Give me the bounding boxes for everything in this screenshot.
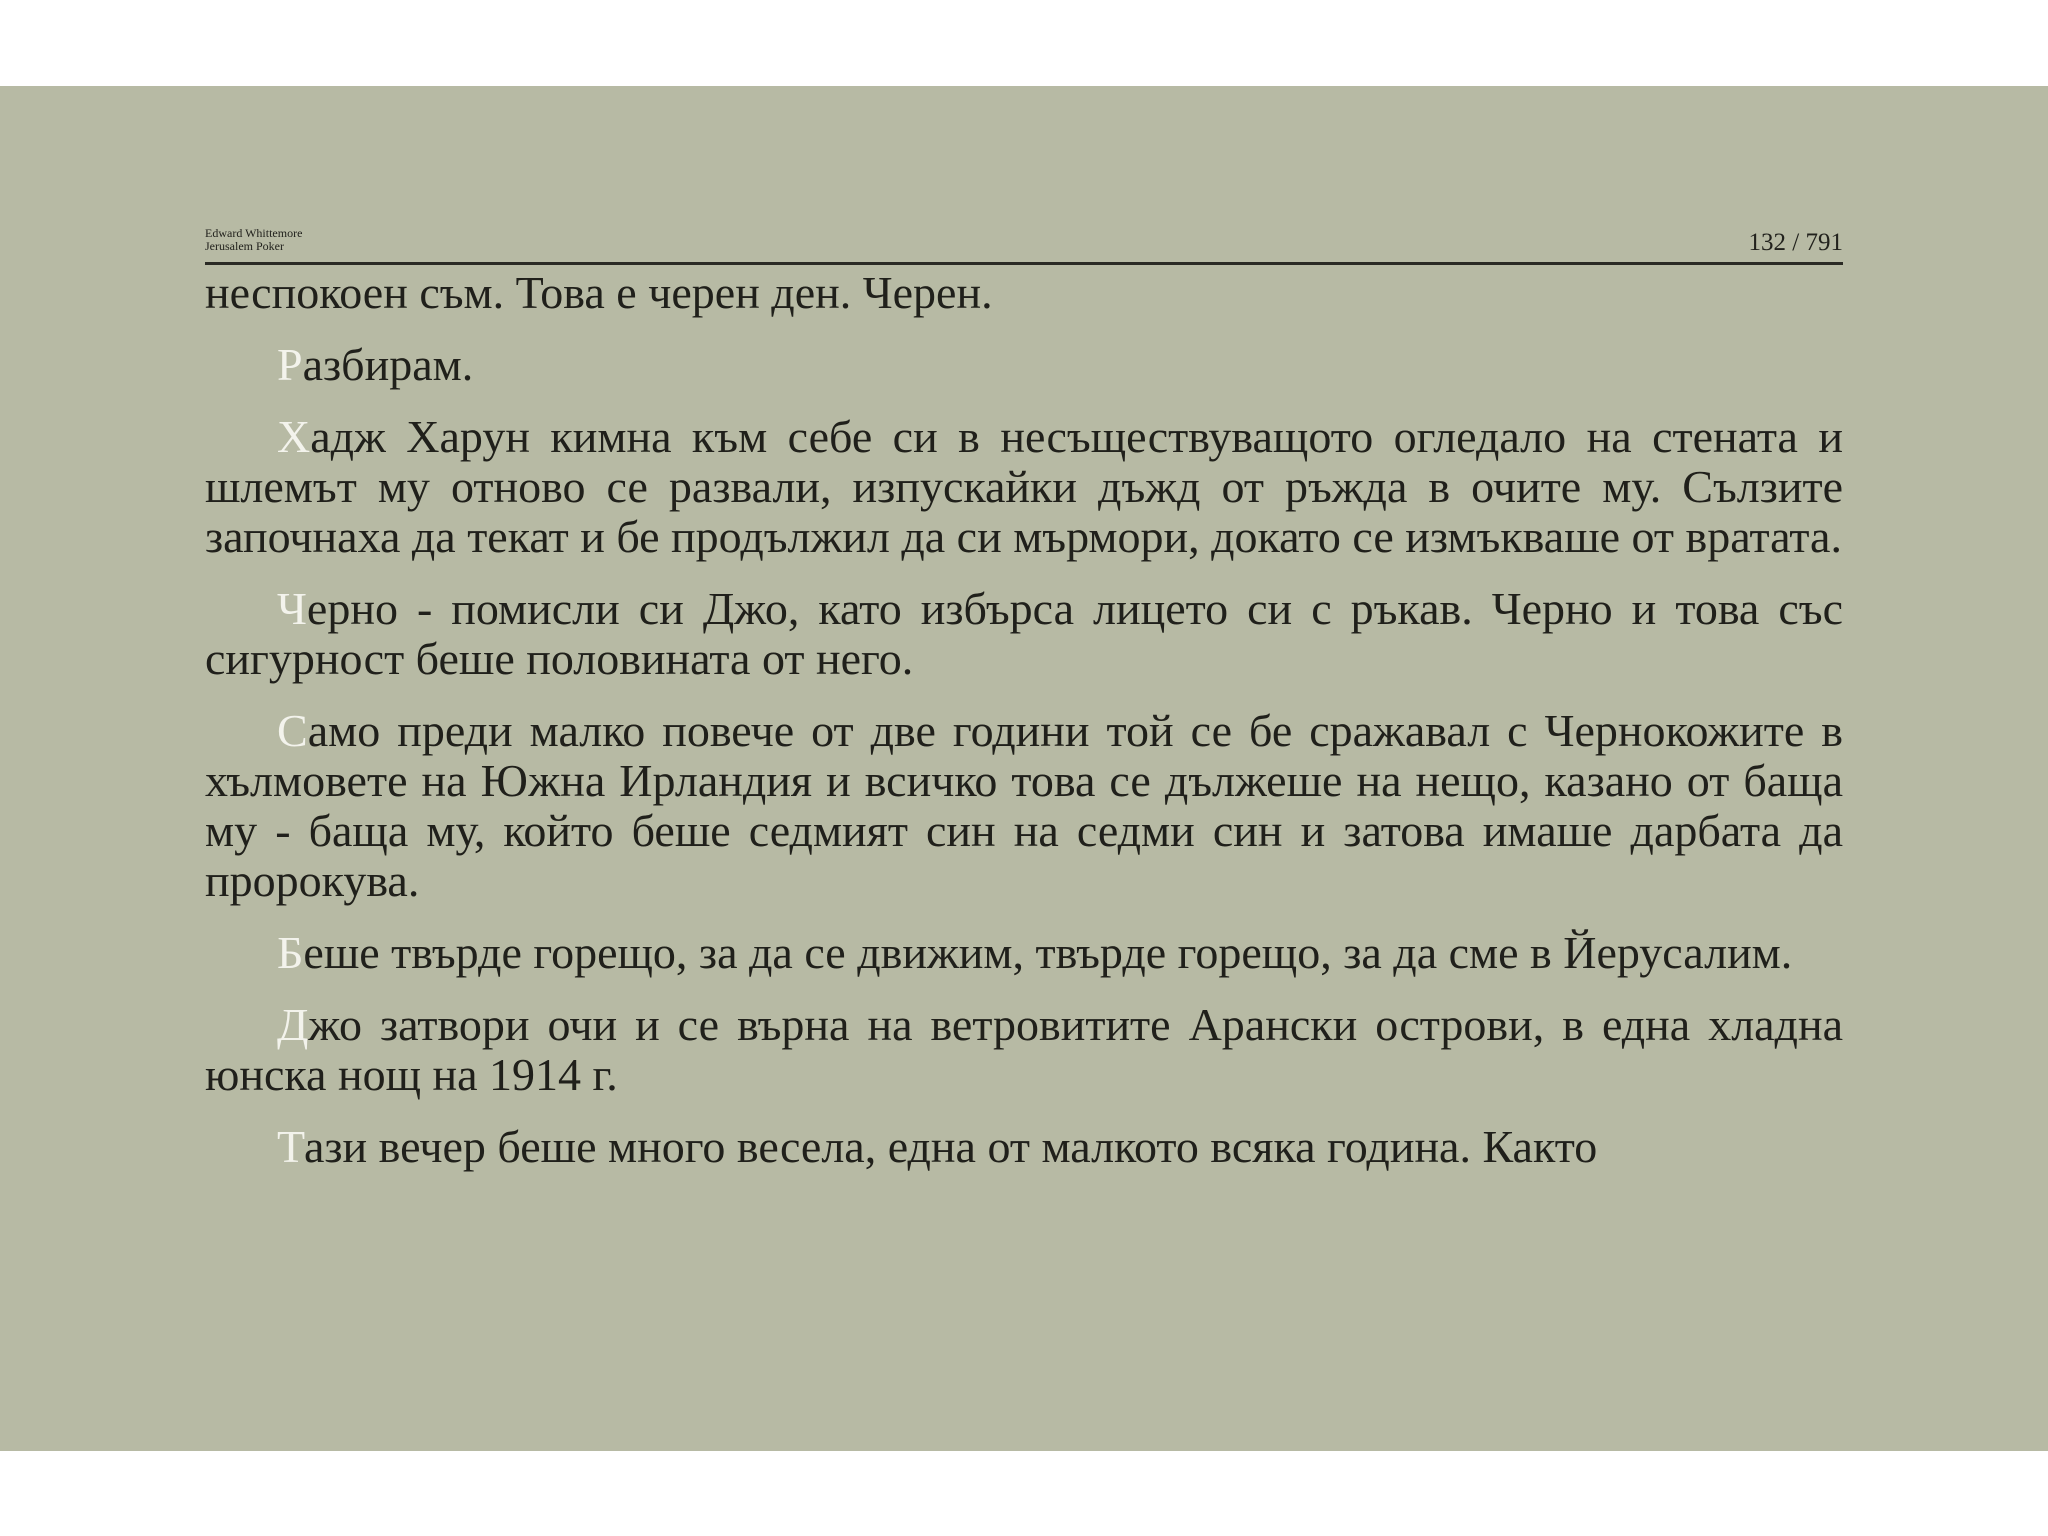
drop-cap: Б [277,927,304,978]
paragraph [205,1000,1843,1100]
paragraph-text: неспокоен съм. Това е черен ден. Черен. [205,267,993,318]
paragraph [205,412,1843,562]
book-title: Jerusalem Poker [205,239,284,253]
drop-cap: Д [277,999,309,1050]
paragraph-text: азбирам. [302,339,474,390]
paragraph-text: жо затвори очи и се върна на ветровитите Арански острови, в една хладна юнска нощ на 1914 г. [205,999,1843,1100]
drop-cap: Х [277,411,311,462]
paragraph-text: ерно - помисли си Джо, като избърса лицето си с ръкав. Черно и това със сигурност беше половината от него. [205,583,1843,684]
page-body-text [205,268,1843,1194]
paragraph [205,340,1843,390]
paragraph [205,584,1843,684]
paragraph-text: адж Харун кимна към себе си в несъществуващото огледало на стената и шлемът му отново се развали, изпускайки дъжд от ръжда в очите му. Сълзите започнаха да текат и бе продължил да си мърмори, докато се измъкваше от вратата. [205,411,1843,562]
reader-viewport[interactable] [0,86,2048,1451]
drop-cap: С [277,705,308,756]
paragraph [205,1122,1843,1172]
drop-cap: Т [277,1121,304,1172]
paragraph [205,268,1843,318]
paragraph [205,706,1843,906]
author-name: Edward Whittemore [205,226,303,240]
paragraph-text: амо преди малко повече от две години той се бе сражавал с Чернокожите в хълмовете на Южна Ирландия и всичко това се дължеше на нещо, казано от баща му - баща му, който беше седмият син на седми син и затова имаше дарбата да пророкува. [205,705,1843,906]
page-indicator: 132 / 791 [1748,229,1843,256]
paragraph [205,928,1843,978]
page-header [205,222,1843,265]
drop-cap: Р [277,339,303,390]
drop-cap: Ч [277,583,307,634]
book-meta [205,227,302,253]
paragraph-text: ази вечер беше много весела, една от малкото всяка година. Както [303,1121,1598,1172]
paragraph-text: еше твърде горещо, за да се движим, твърде горещо, за да сме в Йерусалим. [303,927,1793,978]
